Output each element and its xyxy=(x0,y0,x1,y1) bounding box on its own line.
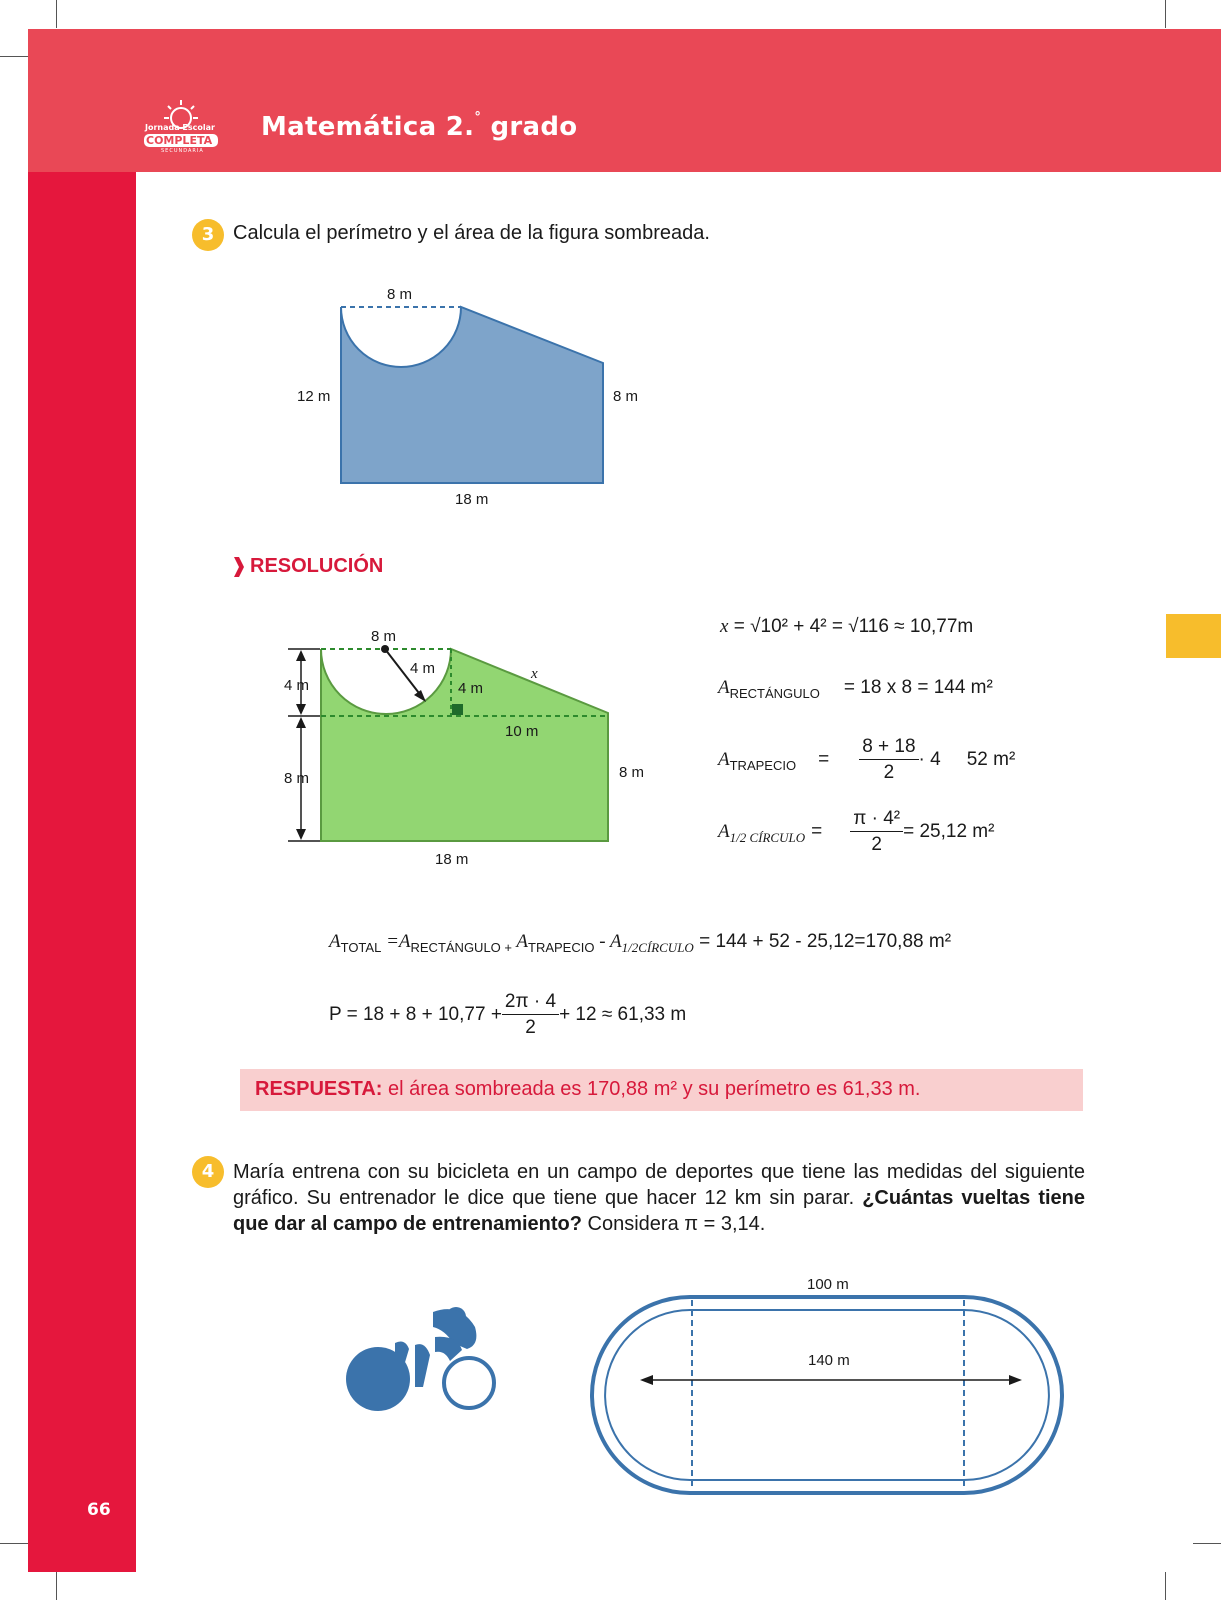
page-number: 66 xyxy=(87,1500,111,1520)
fig2-x-label: x xyxy=(531,666,538,682)
equation-x: x = √10² + 4² = √116 ≈ 10,77m xyxy=(720,616,974,637)
logo-text-3: SECUNDARIA xyxy=(161,148,204,154)
fig2-right-label: 8 m xyxy=(619,764,645,781)
fig1-bottom-label: 18 m xyxy=(455,491,489,508)
equation-rectangle: $A_{RECTÁNGULO} = 18$ x 8 = 144 m² xyxy=(718,677,993,701)
answer-text: RESPUESTA: el área sombreada es 170,88 m² y su perímetro es 61,33 m. xyxy=(255,1078,921,1100)
fig2-left-lower-label: 8 m xyxy=(284,770,310,787)
problem-number: 3 xyxy=(192,219,224,251)
page-title: Matemática 2.° grado xyxy=(261,110,578,142)
problem-statement: Calcula el perímetro y el área de la figura sombreada. xyxy=(233,222,710,244)
fig2-mid-label: 10 m xyxy=(505,723,539,740)
fig2-height-label: 4 m xyxy=(458,680,484,697)
equation-semicircle: $A_{1/2 CÍRCULO}$ = $\frac{\text{π · 4²}}{2}$ = 25,12 m² xyxy=(718,808,995,855)
fig1-right-label: 8 m xyxy=(613,388,639,405)
equation-total: $A_{TOTAL} =A_{RECTÁNGULO +}$ $A_{TRAPECIO} - A_{1/2CÍRCULO} = 144 + 52 - 25,12=170,88$ m² xyxy=(329,931,952,955)
resolucion-heading: RESOLUCIÓN xyxy=(250,555,384,577)
problem4-statement: María entrena con su bicicleta en un campo de deportes que tiene las medidas del siguiente gráfico. Su entrenador le dice que tiene que hacer 12 km sin parar. ¿Cuántas vueltas tiene que dar al campo de entrenamiento? Considera π = 3,14. xyxy=(233,1161,1086,1235)
fig2-top-label: 8 m xyxy=(371,628,397,645)
equation-trapecio: $A_{TRAPECIO}$ = $\frac{8 + 18}{2}$ · 4 52 m² xyxy=(718,736,1016,783)
logo-text-2: COMPLETA xyxy=(146,134,213,147)
logo-text-1: Jornada Escolar xyxy=(145,123,215,132)
problem-number: 4 xyxy=(192,1156,224,1188)
fig1-left-label: 12 m xyxy=(297,388,331,405)
fig2-bottom-label: 18 m xyxy=(435,851,469,868)
fig2-left-upper-label: 4 m xyxy=(284,677,310,694)
cyclist-icon xyxy=(345,1305,505,1435)
fig2-radius-label: 4 m xyxy=(410,660,436,677)
fig1-top-label: 8 m xyxy=(387,286,413,303)
track-width-label: 100 m xyxy=(807,1276,849,1293)
track-length-label: 140 m xyxy=(808,1352,850,1369)
chevron-right-icon xyxy=(234,557,244,577)
equation-perimeter: P = 18 + 8 + 10,77 + $\frac{2\pi \cdot 4}{2}$ + 12 ≈ 61,33 m xyxy=(329,991,687,1038)
